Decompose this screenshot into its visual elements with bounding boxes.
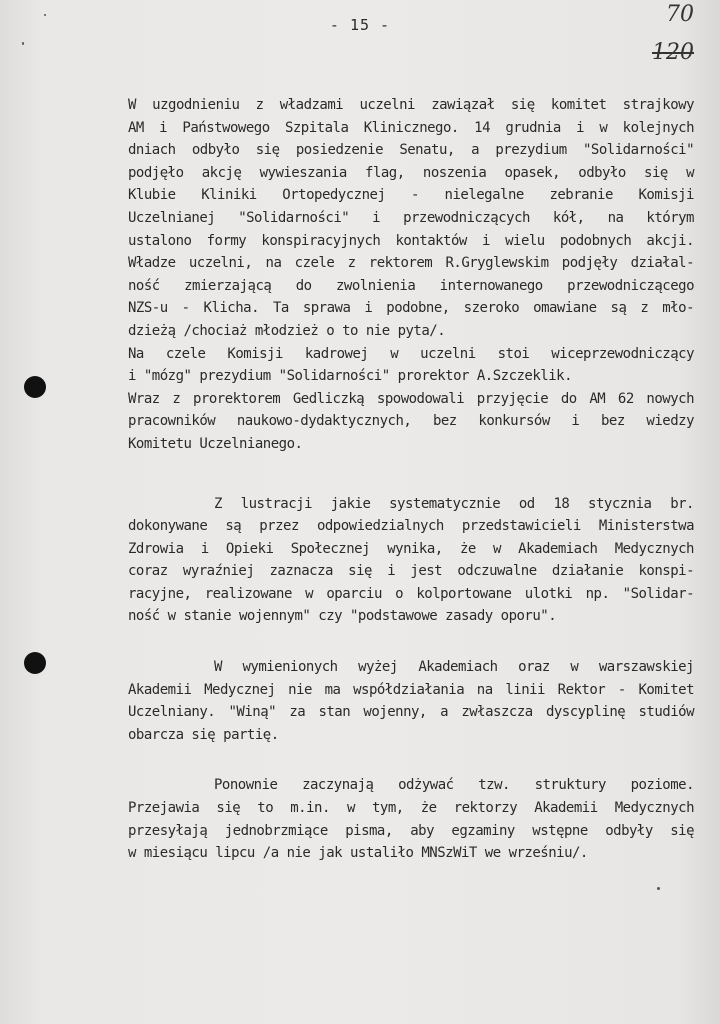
text-line: obarcza się partię. [128,726,279,743]
document-body [128,94,694,865]
text-line: NZS-u - Klicha. Ta sprawa i podobne, szeroko omawiane są z mło- [128,300,694,317]
text-line: racyjne, realizowane w oparciu o kolportowane ulotki np. "Solidar- [128,585,694,602]
text-line: coraz wyraźniej zaznacza się i jest odczuwalne działanie konspi- [128,563,694,580]
text-line: dniach odbyło się posiedzenie Senatu, a prezydium "Solidarności" [128,142,694,159]
paper-speck [657,887,660,890]
text-line: Z lustracji jakie systematycznie od 18 stycznia br. [214,495,694,512]
text-line: pracowników naukowo-dydaktycznych, bez konkursów i bez wiedzy [128,413,694,430]
text-line: Zdrowia i Opieki Społecznej wynika, że w Akademiach Medycznych [128,540,694,557]
text-line: dzieżą /chociaż młodzież o to nie pyta/. [128,322,446,339]
text-line: Władze uczelni, na czele z rektorem R.Gryglewskim podjęły działal- [128,255,694,272]
text-line: Klubie Kliniki Ortopedycznej - nielegalne zebranie Komisji [128,187,694,204]
text-line: AM i Państwowego Szpitala Klinicznego. 14 grudnia i w kolejnych [128,119,694,136]
punch-hole-top [24,376,46,398]
text-line: Na czele Komisji kadrowej w uczelni stoi wiceprzewodniczący [128,345,694,362]
text-line: Akademii Medycznej nie ma współdziałania na linii Rektor - Komitet [128,681,694,698]
text-line: W wymienionych wyżej Akademiach oraz w warszawskiej [214,659,694,676]
text-line: Przejawia się to m.in. w tym, że rektorzy Akademii Medycznych [128,800,694,817]
text-line: przesyłają jednobrzmiące pisma, aby egzaminy wstępne odbyły się [128,822,694,839]
archive-number-old: 120 [652,40,694,65]
paragraph-strike-committee [128,94,694,343]
paragraph-horizontal-structures [128,774,694,864]
text-line: ność zmierzającą do zwolnienia internowanego przewodniczącego [128,277,694,294]
paper-speck [22,42,24,45]
archive-number-current: 70 [666,2,694,27]
page-number: - 15 - [329,16,391,34]
paper-speck [44,14,46,16]
text-line: i "mózg" prezydium "Solidarności" prorektor A.Szczeklik. [128,368,573,385]
paragraph-personnel-commission [128,343,694,388]
text-line: Ponownie zaczynają odżywać tzw. struktury poziome. [214,777,694,794]
text-line: W uzgodnieniu z władzami uczelni zawiązał się komitet strajkowy [128,97,694,113]
text-line: Komitetu Uczelnianego. [128,435,303,452]
text-line: ność w stanie wojennym" czy "podstawowe zasady oporu". [128,608,557,625]
text-line: ustalono formy konspiracyjnych kontaktów i wielu podobnych akcji. [128,232,694,249]
text-line: Wraz z prorektorem Gedliczką spowodowali przyjęcie do AM 62 nowych [128,390,694,407]
text-line: Uczelnianej "Solidarności" i przewodniczących kół, na którym [128,209,694,226]
text-line: dokonywane są przez odpowiedzialnych przedstawicieli Ministerstwa [128,518,694,535]
paragraph-academies [128,656,694,746]
text-line: Uczelniany. "Winą" za stan wojenny, a zwłaszcza dyscyplinę studiów [128,704,694,721]
punch-hole-bottom [24,652,46,674]
paragraph-new-employees [128,388,694,456]
text-line: podjęło akcję wywieszania flag, noszenia opasek, odbyło się w [128,164,694,181]
text-line: w miesiącu lipcu /a nie jak ustaliło MNSzWiT we wrześniu/. [128,845,588,862]
paragraph-inspections [128,493,694,629]
